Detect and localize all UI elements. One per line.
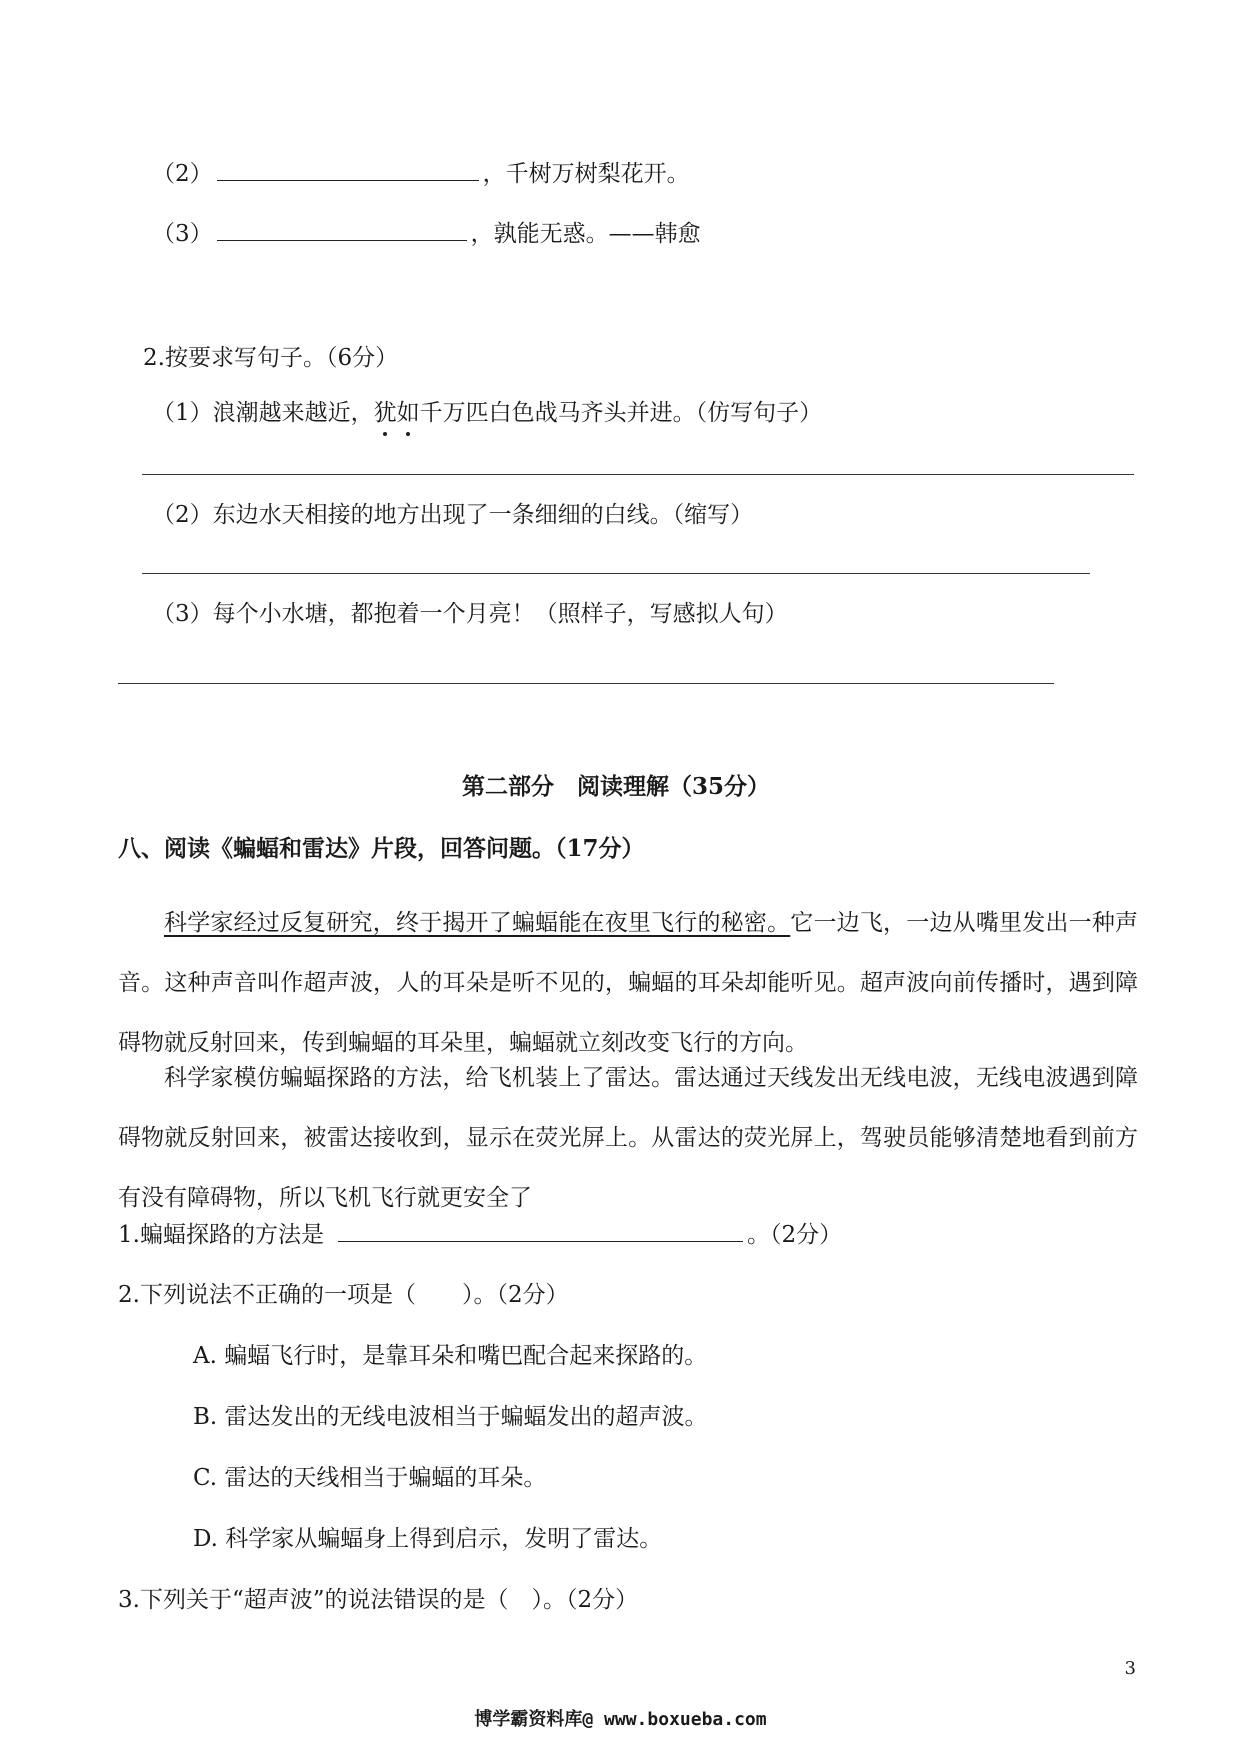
- question-2: 2.下列说法不正确的一项是（ ）。（2分）: [118, 1282, 569, 1308]
- answer-blank[interactable]: [217, 216, 467, 241]
- answer-blank[interactable]: [338, 1217, 743, 1242]
- page-number: 3: [1124, 1658, 1136, 1679]
- sentence-1: （1）浪潮越来越近，犹如千万匹白色战马齐头并进。（仿写句子）: [152, 400, 823, 426]
- option-a[interactable]: A. 蝙蝠飞行时，是靠耳朵和嘴巴配合起来探路的。: [193, 1343, 708, 1369]
- question-3: 3.下列关于“超声波”的说法错误的是（ ）。（2分）: [118, 1587, 639, 1613]
- answer-line[interactable]: [142, 474, 1134, 475]
- section8-title: 八、阅读《蝙蝠和雷达》片段，回答问题。（17分）: [118, 835, 645, 862]
- answer-line[interactable]: [142, 573, 1090, 574]
- poetry-q3: （3） ，孰能无惑。——韩愈: [152, 216, 701, 251]
- question-1: 1.蝙蝠探路的方法是 。（2分）: [118, 1217, 842, 1252]
- passage-paragraph-1: 科学家经过反复研究，终于揭开了蝙蝠能在夜里飞行的秘密。它一边飞，一边从嘴里发出一种声音。这种声音叫作超声波，人的耳朵是听不见的，蝙蝠的耳朵却能听见。超声波向前传播时，遇到障碍物就反射回来，传到蝙蝠的耳朵里，蝙蝠就立刻改变飞行的方向。: [118, 910, 1139, 1056]
- option-d[interactable]: D. 科学家从蝙蝠身上得到启示，发明了雷达。: [193, 1526, 663, 1552]
- poetry-q2: （2） ，千树万树梨花开。: [152, 156, 690, 191]
- sentence-2: （2）东边水天相接的地方出现了一条细细的白线。（缩写）: [152, 502, 754, 528]
- passage-paragraph-2: 科学家模仿蝙蝠探路的方法，给飞机装上了雷达。雷达通过天线发出无线电波，无线电波遇到障碍物就反射回来，被雷达接收到，显示在荧光屏上。从雷达的荧光屏上，驾驶员能够清楚地看到前方有没有障碍物，所以飞机飞行就更安全了: [118, 1065, 1138, 1211]
- footer-watermark: 博学霸资料库@ www.boxueba.com: [474, 1709, 767, 1730]
- sentences-title: 2.按要求写句子。（6分）: [143, 345, 399, 371]
- option-b[interactable]: B. 雷达发出的无线电波相当于蝙蝠发出的超声波。: [193, 1404, 708, 1430]
- sentence-3: （3）每个小水塘，都抱着一个月亮！（照样子，写感拟人句）: [152, 601, 788, 627]
- answer-blank[interactable]: [217, 156, 479, 181]
- option-c[interactable]: C. 雷达的天线相当于蝙蝠的耳朵。: [193, 1465, 547, 1491]
- answer-line[interactable]: [118, 683, 1054, 684]
- part2-heading: 第二部分 阅读理解（35分）: [462, 773, 771, 800]
